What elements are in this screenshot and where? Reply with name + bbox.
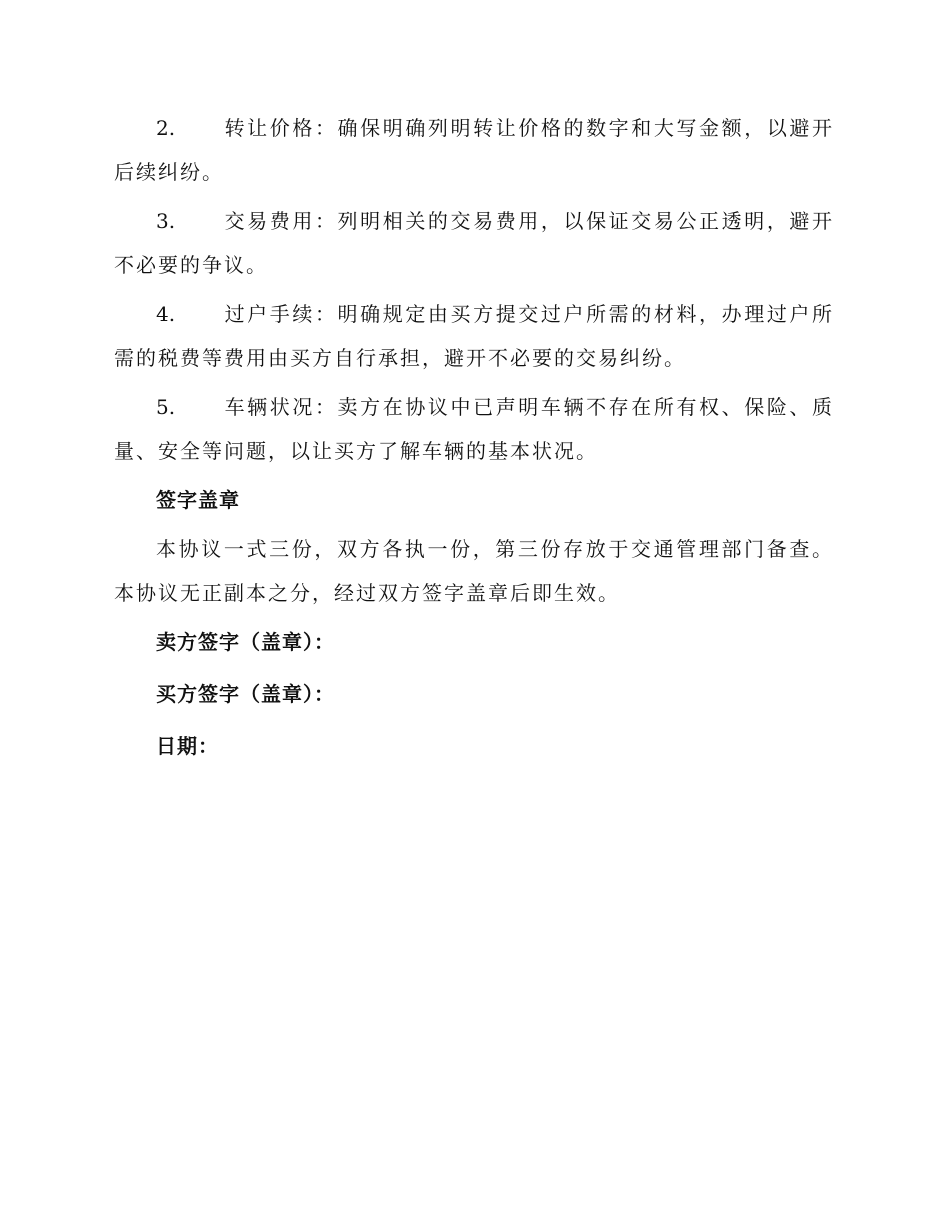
clause-text: 过户手续：明确规定由买方提交过户所需的材料，办理过户所需的税费等费用由买方自行承担，避开不必要的交易纠纷。 — [114, 302, 834, 370]
clause-number: 3. — [156, 209, 176, 233]
clause-number: 5. — [156, 395, 176, 419]
clause-5 — [114, 385, 834, 473]
clause-2 — [114, 106, 834, 194]
section-paragraph: 本协议一式三份，双方各执一份，第三份存放于交通管理部门备查。本协议无正副本之分，经过双方签字盖章后即生效。 — [114, 537, 834, 605]
section-heading: 签字盖章 — [156, 488, 240, 512]
buyer-signature-label: 买方签字（盖章）： — [156, 682, 335, 706]
clause-text: 交易费用：列明相关的交易费用，以保证交易公正透明，避开不必要的争议。 — [114, 209, 834, 277]
clause-number: 2. — [156, 116, 176, 140]
clause-3 — [114, 199, 834, 287]
clause-text: 车辆状况：卖方在协议中已声明车辆不存在所有权、保险、质量、安全等问题，以让买方了解车辆的基本状况。 — [114, 395, 834, 463]
seller-signature-label: 卖方签字（盖章）： — [156, 630, 335, 654]
clause-number: 4. — [156, 302, 176, 326]
clause-text: 转让价格：确保明确列明转让价格的数字和大写金额，以避开后续纠纷。 — [114, 116, 834, 184]
clause-4 — [114, 292, 834, 380]
date-label: 日期： — [156, 734, 219, 758]
